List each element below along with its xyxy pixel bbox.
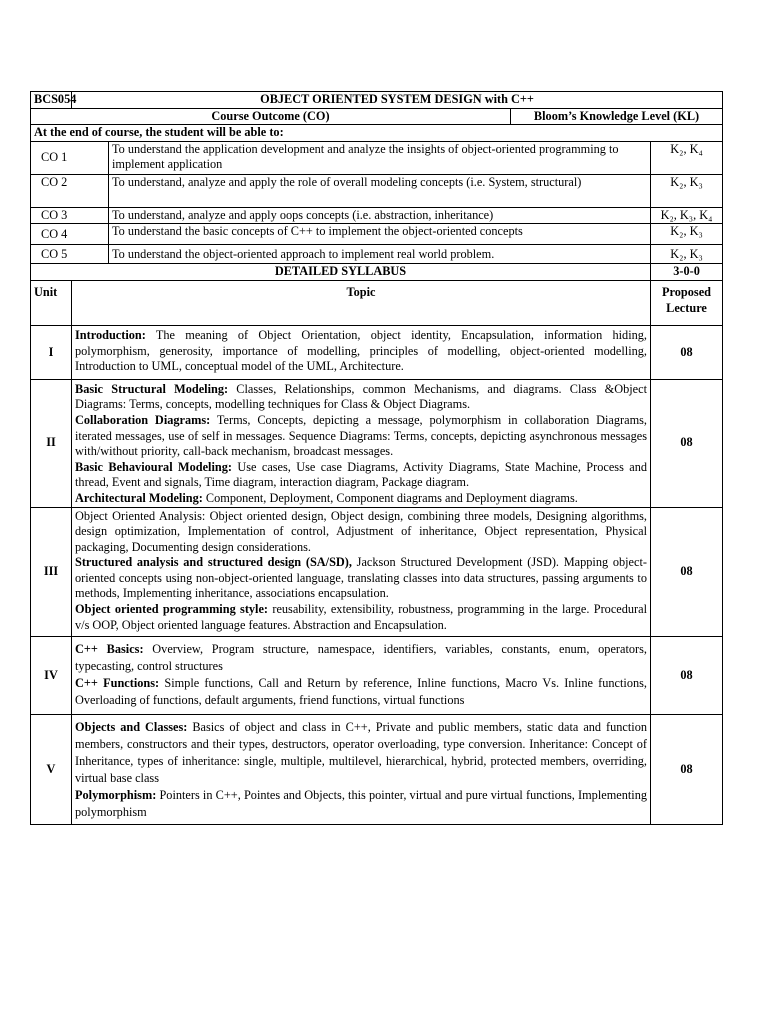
topic-heading: Polymorphism: [75,788,157,803]
co-text: To understand the application development and analyze the insights of object-oriented programming to implement application [109,141,651,174]
co-kl: K₂, K₃ [651,224,723,245]
topic-paragraph [75,641,647,675]
co-text: To understand the basic concepts of C++ to implement the object-oriented concepts [109,224,651,245]
topic-paragraph [75,460,647,491]
outcome-header-row [31,108,723,125]
topic-paragraph [75,382,647,413]
unit-number: III [31,507,72,637]
outcome-row [31,245,723,264]
unit-lectures: 08 [651,507,723,637]
co-kl: K₂, K₃ [651,245,723,264]
topic-text: Classes, Relationships, common Mechanisms, and diagrams. Class &Object Diagrams: Terms, concepts, modelling techniques for Class & Object Diagrams. [75,381,647,412]
co-id: CO 4 [31,224,109,245]
topic-paragraph [75,328,647,375]
topic-paragraph [75,787,647,821]
syllabus-table [30,91,723,825]
co-text: To understand the object-oriented approach to implement real world problem. [109,245,651,264]
unit-lectures: 08 [651,325,723,379]
topic-text: reusability, extensibility, robustness, programming in the large. Procedural v/s OOP, Object oriented language features. Abstraction and Encapsulation. [75,602,647,632]
topic-text: Simple functions, Call and Return by reference, Inline functions, Macro Vs. Inline functions, Overloading of functions, default arguments, friend functions, virtual functions [75,676,647,708]
topic-heading: C++ Basics: [75,642,144,657]
unit-number: II [31,379,72,507]
topic-text: Pointers in C++, Pointes and Objects, this pointer, virtual and pure virtual functions, Implementing polymorphism [75,788,647,820]
unit-row [31,325,723,379]
co-kl: K₂, K₃, K₄ [651,207,723,224]
co-text: To understand, analyze and apply the role of overall modeling concepts (i.e. System, structural) [109,174,651,207]
unit-number: I [31,325,72,379]
outcome-row [31,207,723,224]
topic-text: Terms, Concepts, depicting a message, polymorphism in collaboration Diagrams, iterated messages, use of self in messages. Sequence Diagrams: Terms, concepts, depicting asynchronous messages with/without priority, call-back mechanism, broadcast messages. [75,412,647,459]
co-kl: K₂, K₃ [651,174,723,207]
topic-heading: Object oriented programming style: [75,602,269,617]
unit-column-header: Unit [31,280,72,325]
unit-topic [72,507,651,637]
topic-text: Jackson Structured Development (JSD). Mapping object-oriented concepts using non-object-oriented language, translating classes into data structures, passing arguments to methods, Implementing inheritance, associations encapsulation. [75,555,647,601]
topic-text: Overview, Program structure, namespace, identifiers, variables, constants, enum, operators, typecasting, control structures [75,642,647,674]
unit-lectures: 08 [651,715,723,825]
outcome-intro-row [31,125,723,142]
topic-text: Basics of object and class in C++, Private and public members, static data and function members, constructors and their types, destructors, operator overloading, type conversion. Inheritance: Concept of Inheritance, types of inheritance: single, multiple, multilevel, hierarchical, hybrid, protected members, overriding, virtual base class [75,720,647,786]
topic-paragraph [75,555,647,602]
topic-paragraph [75,491,647,507]
co-id: CO 2 [31,174,109,207]
topic-paragraph [75,719,647,787]
topic-heading: Architectural Modeling: [75,490,203,505]
lecture-column-header: Proposed Lecture [651,280,723,325]
unit-topic [72,379,651,507]
co-id: CO 1 [31,141,109,174]
ltp-value: 3-0-0 [651,264,723,281]
co-id: CO 3 [31,207,109,224]
topic-text: Component, Deployment, Component diagrams and Deployment diagrams. [202,490,578,505]
outcome-row [31,174,723,207]
outcome-row [31,141,723,174]
unit-topic [72,715,651,825]
co-column-header: Course Outcome (CO) [31,108,511,125]
topic-heading: Introduction: [75,327,146,342]
unit-number: V [31,715,72,825]
topic-heading: Structured analysis and structured design (SA/SD), [75,555,352,570]
syllabus-heading-row [31,264,723,281]
topic-text: Object Oriented Analysis: Object oriented design, Object design, combining three models, Designing algorithms, design optimization, Implementation of control, Adjustment of inheritance, Object representation, Physical packaging, Documenting design considerations. [75,508,647,554]
unit-topic [72,637,651,715]
unit-lectures: 08 [651,637,723,715]
unit-number: IV [31,637,72,715]
unit-lectures: 08 [651,379,723,507]
topic-paragraph [75,675,647,709]
topic-heading: C++ Functions: [75,676,160,691]
course-title-row [31,92,723,109]
co-text: To understand, analyze and apply oops concepts (i.e. abstraction, inheritance) [109,207,651,224]
co-kl: K₂, K₄ [651,141,723,174]
topic-heading: Basic Structural Modeling: [75,381,229,396]
topic-heading: Collaboration Diagrams: [75,412,211,427]
co-id: CO 5 [31,245,109,264]
unit-row [31,715,723,825]
topic-text: Use cases, Use case Diagrams, Activity Diagrams, State Machine, Process and thread, Event and signals, Time diagram, interaction diagram, Package diagram. [75,459,647,490]
outcome-row [31,224,723,245]
unit-row [31,379,723,507]
unit-row [31,637,723,715]
outcome-intro: At the end of course, the student will be able to: [31,125,723,142]
unit-row [31,507,723,637]
topic-paragraph [75,602,647,633]
topic-paragraph [75,509,647,556]
topic-heading: Basic Behavioural Modeling: [75,459,232,474]
topic-paragraph [75,413,647,460]
topic-heading: Objects and Classes: [75,720,188,735]
syllabus-column-row [31,280,723,325]
topic-text: The meaning of Object Orientation, object identity, Encapsulation, information hiding, polymorphism, generosity, importance of modelling, principles of modelling, object-oriented modelling, Introduction to UML, conceptual model of the UML, Architecture. [75,327,647,374]
topic-column-header: Topic [72,280,651,325]
course-code: BCS054 [31,92,72,109]
unit-topic [72,325,651,379]
course-title: OBJECT ORIENTED SYSTEM DESIGN with C++ [72,92,723,109]
kl-column-header: Bloom’s Knowledge Level (KL) [511,108,723,125]
syllabus-heading: DETAILED SYLLABUS [31,264,651,281]
